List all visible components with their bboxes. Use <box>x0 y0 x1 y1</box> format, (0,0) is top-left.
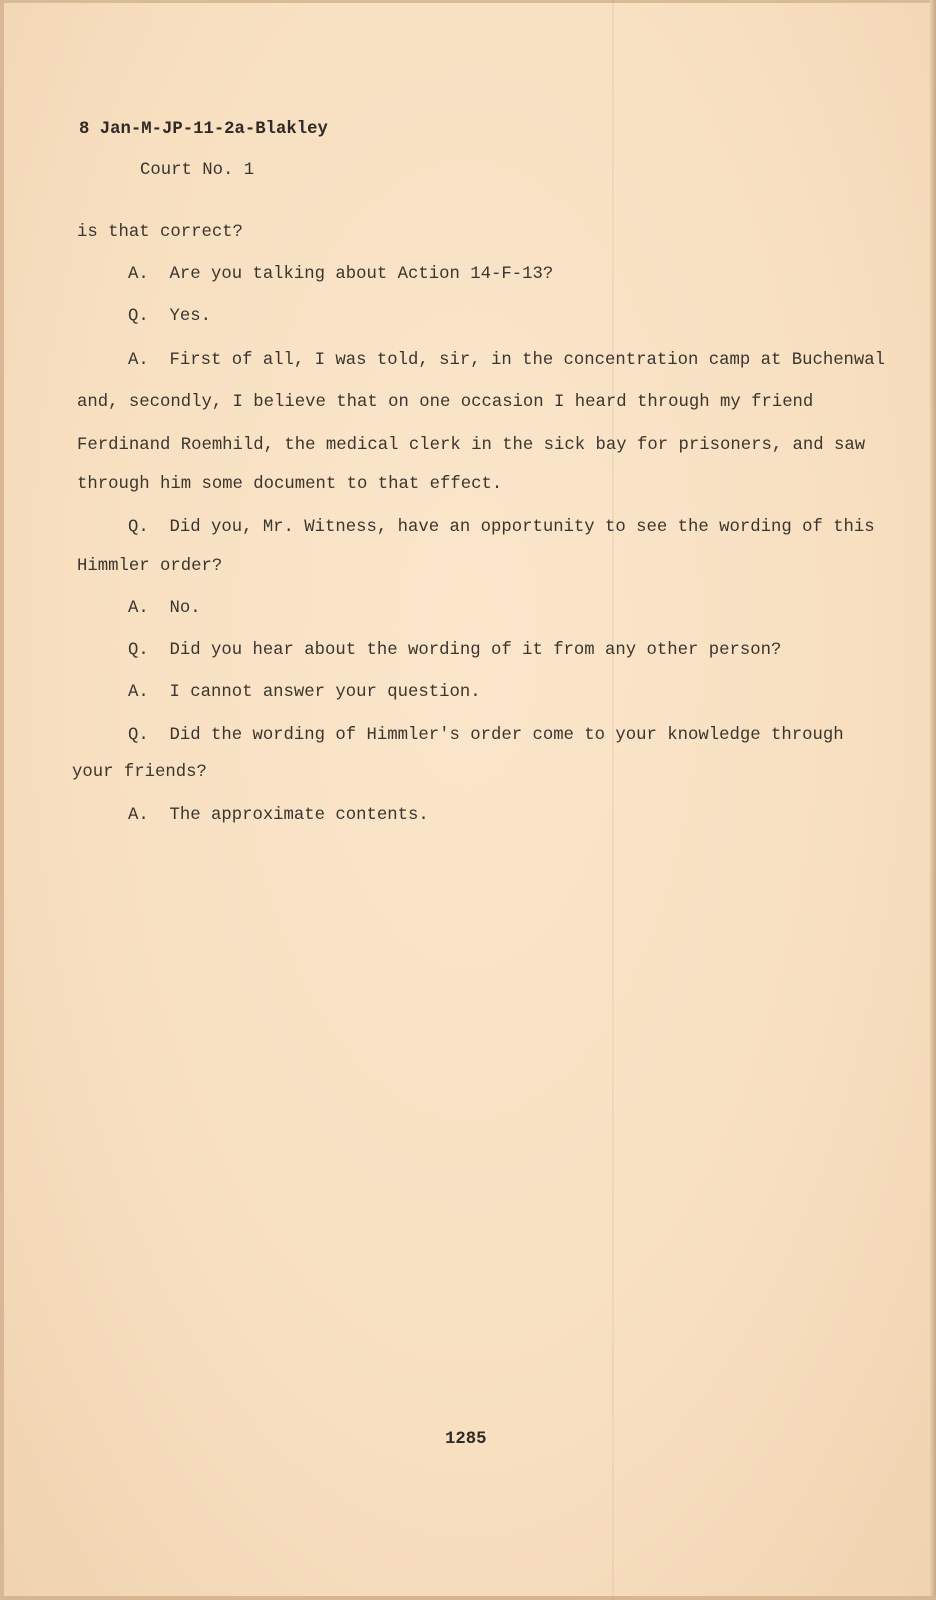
transcript-answer: A. The approximate contents. <box>128 806 429 825</box>
transcript-answer: A. First of all, I was told, sir, in the concentration camp at Buchenwal <box>128 351 886 370</box>
paper-fold <box>612 0 614 1600</box>
transcript-question: Q. Yes. <box>128 307 211 326</box>
court-number: Court No. 1 <box>140 161 255 180</box>
transcript-answer: A. I cannot answer your question. <box>128 683 481 702</box>
transcript-line: through him some document to that effect. <box>77 475 503 494</box>
paper-edge-left <box>0 0 4 1600</box>
page-number: 1285 <box>445 1430 487 1449</box>
transcript-line: is that correct? <box>77 223 243 242</box>
transcript-question: Q. Did you hear about the wording of it from any other person? <box>128 641 782 660</box>
transcript-line: and, secondly, I believe that on one occasion I heard through my friend <box>77 393 814 412</box>
transcript-line: Himmler order? <box>77 557 223 576</box>
transcript-question: Q. Did the wording of Himmler's order come to your knowledge through <box>128 726 844 745</box>
transcript-question: Q. Did you, Mr. Witness, have an opportunity to see the wording of this <box>128 518 875 537</box>
transcript-answer: A. Are you talking about Action 14-F-13? <box>128 265 554 284</box>
transcript-answer: A. No. <box>128 599 201 618</box>
docket-header: 8 Jan-M-JP-11-2a-Blakley <box>79 120 328 139</box>
paper-edge-bottom <box>0 1596 936 1600</box>
paper-edge-right <box>930 0 936 1600</box>
transcript-line: Ferdinand Roemhild, the medical clerk in the sick bay for prisoners, and saw <box>77 436 866 455</box>
transcript-line: your friends? <box>72 763 207 782</box>
paper-edge-top <box>0 0 936 3</box>
